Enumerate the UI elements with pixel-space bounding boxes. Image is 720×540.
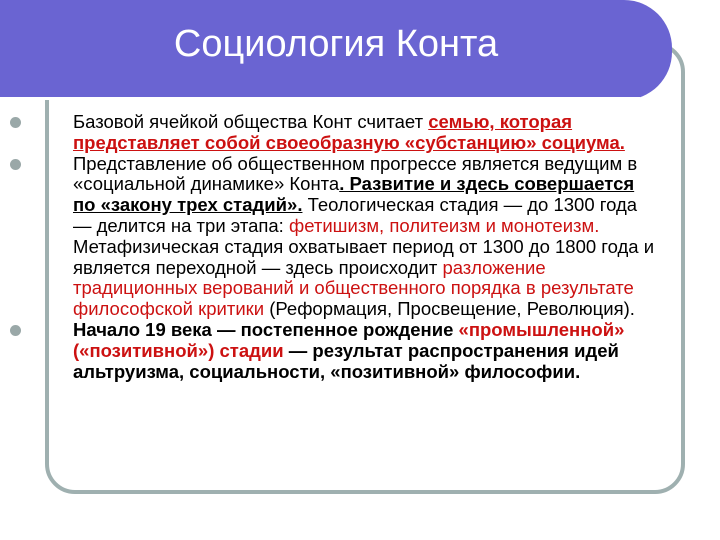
text-run-bold: Начало 19 века — постепенное рождение [73, 318, 459, 340]
text-run-emphasis: . Развитие и здесь совершается по «закону трех стадий». [73, 173, 635, 216]
bullet-dot-icon [10, 325, 21, 336]
bullet-dot-icon [10, 117, 21, 128]
text-run: Базовой ячейкой общества Конт считает [73, 111, 429, 132]
text-run: Метафизическая стадия охватывает период от 1300 до 1800 года и является переходной — здесь происходит [73, 235, 655, 278]
slide-title: Социология Конта [173, 23, 499, 65]
bullet-item-2 [5, 154, 655, 320]
bullet-item-1 [5, 112, 655, 154]
bullet-item-3 [5, 320, 655, 382]
text-run: Теологическая стадия — до 1300 года — делится на три этапа: [73, 194, 638, 236]
text-run-bold: — результат распространения идей альтруизма, социальности, «позитивной» философии. [73, 339, 619, 382]
text-run-highlight: разложение традиционных верований и общественного порядка в результате философской критики [73, 256, 634, 320]
text-run: (Реформация, Просвещение, Революция). [264, 298, 635, 320]
title-divider [0, 97, 640, 100]
text-run-highlight: «промышленной» («позитивной») стадии [73, 318, 625, 361]
bullet-dot-icon [10, 159, 21, 170]
bullet-list [5, 112, 655, 382]
text-run-highlight: фетишизм, политеизм и монотеизм. [288, 214, 600, 236]
text-run: Представление об общественном прогрессе является ведущим в «социальной динамике» Конта [73, 152, 638, 195]
text-run-emphasis: семью, которая представляет собой своеобразную «субстанцию» социума. [73, 111, 625, 153]
